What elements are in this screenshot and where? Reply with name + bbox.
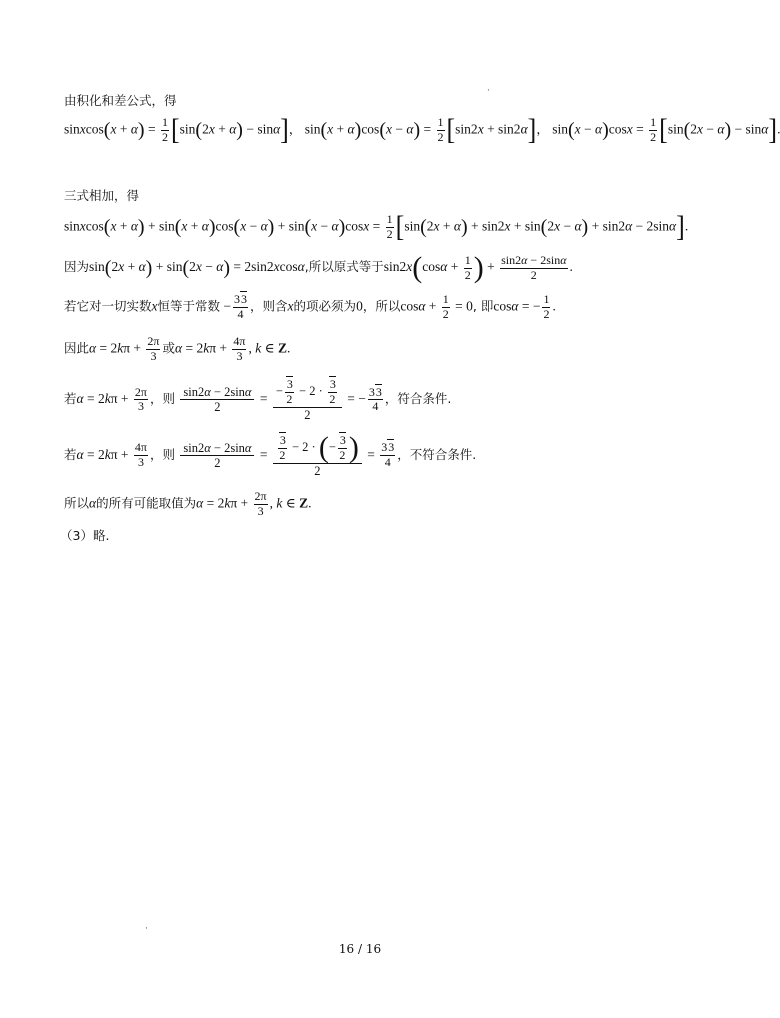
case-two-line: 若α = 2kπ + $\frac{4\pi}{3}$ ，则 $\frac{\sin 2\alpha - 2\sin\alpha}{2}$ = $\frac{3}{2}$ − 2 · (− $\frac{3}{2}$ ) 2 = $\frac{33}{4}$ ，不符合条件. [64, 431, 477, 478]
intro-text: 由积化和差公式，得 [64, 93, 177, 108]
page-number: 16 / 16 [338, 942, 382, 956]
sum-line: sinxcos(x + α) + sin(x + α)cos(x − α) + sin(x − α)cosx = $\frac{1}{2}$ [sin(2x + α) + sin2x + sin(2x − α) + sin2α − 2sinα]. [64, 210, 689, 244]
identities-line: sinxcos(x + α) = $\frac{1}{2}$ [sin(2x + α) − sinα]， sin(x + α)cos(x − α) = $\frac{1}{2}$ [sin2x + sin2α]， sin(x − α)cosx = $\frac{1}{2}$ [sin(2x − α) − sinα] [64, 113, 778, 147]
therefore-line: 因此α = 2kπ + $\frac{2\pi}{3}$ 或α = 2kπ + $\frac{4\pi}{3}$ , k ∈ Z. [64, 334, 291, 363]
final-line: 所以α的所有可能取值为α = 2kπ + $\frac{2\pi}{3}$ , k ∈ Z. [64, 489, 312, 518]
scan-mark: · [487, 86, 490, 96]
case-one-line: 若α = 2kπ + $\frac{2\pi}{3}$ ，则 $\frac{\sin 2\alpha - 2\sin\alpha}{2}$ = − $\frac{3}{2}$ − 2 · $\frac{3}{2}$ 2 = − $\frac{33}{4}$ ，符合条件. [64, 377, 452, 422]
scan-mark: · [145, 924, 148, 934]
condition-line: 若它对一切实数x恒等于常数 − $\frac{33}{4}$ ，则含x的项必须为0，所以cosα + $\frac{1}{2}$ = 0, 即cosα = − $\frac{1}{2}$ . [64, 292, 556, 321]
sum-intro-text: 三式相加，得 [64, 188, 140, 203]
part-three-text: （3）略. [60, 528, 110, 543]
because-line: 因为sin(2x + α) + sin(2x − α) = 2sin2xcosα,所以原式等于sin2x(cosα + $\frac{1}{2}$ ) + $\frac{\sin 2\alpha - 2\sin\alpha}{2}$ . [64, 251, 573, 284]
